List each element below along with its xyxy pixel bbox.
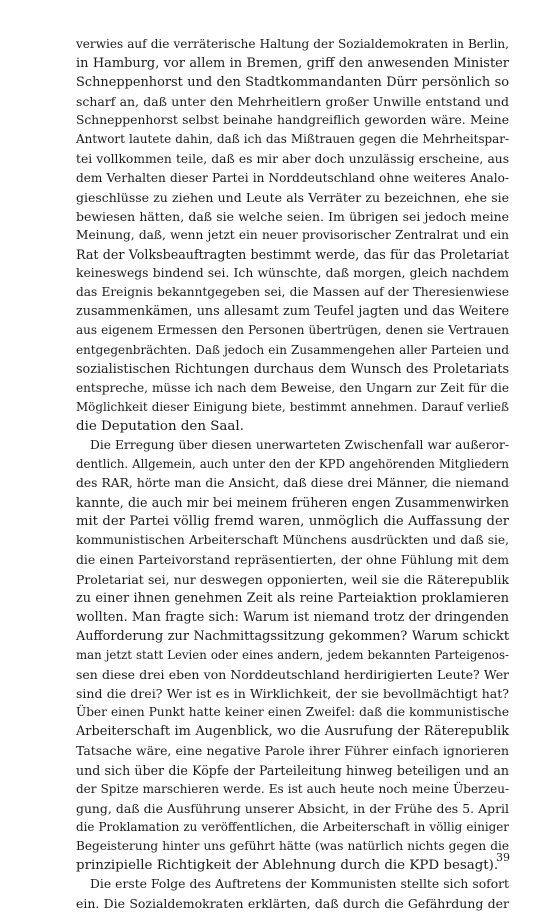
- text-line: der Spitze marschieren werde. Es ist auch heute noch meine Überzeu-: [76, 781, 509, 796]
- page-number: 39: [496, 851, 510, 864]
- text-line: gung, daß die Ausführung unserer Absicht, in der Frühe des 5. April: [76, 800, 509, 816]
- text-line: Begeisterung hinter uns geführt hätte (was natürlich nichts gegen die: [76, 838, 509, 853]
- text-line: des RAR, hörte man die Ansicht, daß diese drei Männer, die niemand: [76, 476, 509, 491]
- text-line: entspreche, müsse ich nach dem Beweise, den Ungarn zur Zeit für die: [76, 380, 509, 395]
- text-line: kannte, die auch mir bei meinem früheren engen Zusammenwirken: [76, 495, 509, 511]
- text-line: ein. Die Sozialdemokraten erklärten, daß durch die Gefährdung der: [76, 896, 509, 912]
- text-line: Die Erregung über diesen unerwarteten Zwischenfall war außeror-: [90, 437, 509, 452]
- text-line: man jetzt statt Levien oder eines andern, jedem bekannten Parteigenos-: [76, 648, 509, 662]
- text-line: Meinung, daß, wenn jetzt ein neuer provisorischer Zentralrat und ein: [76, 227, 509, 242]
- text-line: zusammenkämen, uns allesamt zum Teufel jagten und das Weitere: [76, 304, 509, 320]
- text-line: aus eigenem Ermessen den Personen übertrügen, denen sie Vertrauen: [76, 323, 509, 338]
- text-line: mit der Partei völlig fremd waren, unmöglich die Auffassung der: [76, 514, 509, 530]
- text-line: Proletariat sei, nur deswegen opponierten, weil sie die Räterepublik: [76, 571, 509, 587]
- text-line: Tatsache wäre, eine negative Parole ihrer Führer einfach ignorieren: [76, 743, 509, 759]
- text-line: Aufforderung zur Nachmittagssitzung gekommen? Warum schickt: [76, 628, 509, 644]
- text-line: und sich über die Köpfe der Parteileitung hinweg beteiligen und an: [76, 762, 509, 778]
- text-line: Antwort lautete dahin, daß ich das Mißtrauen gegen die Mehrheitspar-: [76, 132, 509, 147]
- text-line: prinzipielle Richtigkeit der Ablehnung durch die KPD besagt).: [76, 858, 499, 874]
- text-line: sen diese drei eben von Norddeutschland herdirigierten Leute? Wer: [76, 667, 509, 683]
- text-line: Die erste Folge des Auftretens der Kommunisten stellte sich sofort: [90, 877, 509, 892]
- text-line: Arbeiterschaft im Augenblick, wo die Ausrufung der Räterepublik: [76, 724, 509, 740]
- body-text: [76, 35, 509, 913]
- text-line: Über einen Punkt hatte keiner einen Zweifel: daß die kommunistische: [76, 705, 509, 720]
- text-line: zu einer ihnen genehmen Zeit als reine Parteiaktion proklamieren: [76, 590, 509, 606]
- paragraph: [76, 436, 509, 875]
- text-line: bewiesen hätten, daß sie welche seien. Im übrigen sei jedoch meine: [76, 208, 509, 224]
- text-line: wollten. Man fragte sich: Warum ist niemand trotz der dringenden: [76, 609, 509, 625]
- text-line: Schneppenhorst und den Stadtkommandanten Dürr persönlich so: [76, 75, 509, 91]
- text-line: entgegenbrächten. Daß jedoch ein Zusammengehen aller Parteien und: [76, 342, 509, 357]
- text-line: die Proklamation zu veröffentlichen, die Arbeiterschaft in völlig einiger: [76, 819, 509, 834]
- text-line: dem Verhalten dieser Partei in Norddeutschland ohne weiteres Analo-: [76, 170, 509, 185]
- paragraph: [76, 875, 509, 913]
- text-line: keineswegs bindend sei. Ich wünschte, daß morgen, gleich nachdem: [76, 266, 509, 281]
- text-line: kommunistischen Arbeiterschaft Münchens ausdrückten und daß sie,: [76, 533, 509, 548]
- text-line: sind die drei? Wer ist es in Wirklichkeit, der sie bevollmächtigt hat?: [76, 686, 509, 702]
- text-line: gieschlüsse zu ziehen und Leute als Verräter zu bezeichnen, ehe sie: [76, 189, 509, 205]
- text-line: Rat der Volksbeauftragten bestimmt werde, das für das Proletariat: [76, 247, 509, 263]
- text-line: scharf an, daß unter den Mehrheitlern großer Unwille entstand und: [76, 94, 509, 110]
- text-line: die Deputation den Saal.: [76, 418, 244, 434]
- text-line: sozialistischen Richtungen durchaus dem Wunsch des Proletariats: [76, 361, 509, 377]
- text-line: dentlich. Allgemein, auch unter den der KPD angehörenden Mitgliedern: [76, 457, 509, 472]
- text-line: Schneppenhorst selbst beinahe handgreiflich geworden wäre. Meine: [76, 113, 509, 128]
- text-line: Möglichkeit dieser Einigung biete, bestimmt annehmen. Darauf verließ: [76, 399, 509, 414]
- text-line: die einen Parteivorstand repräsentierten, der ohne Fühlung mit dem: [76, 552, 509, 567]
- text-line: das Ereignis bekanntgegeben sei, die Massen auf der Theresienwiese: [76, 285, 509, 300]
- text-line: in Hamburg, vor allem in Bremen, griff den anwesenden Minister: [76, 56, 509, 72]
- paragraph: [76, 35, 509, 436]
- text-line: verwies auf die verräterische Haltung der Sozialdemokraten in Berlin,: [76, 37, 509, 51]
- text-line: tei vollkommen teile, daß es mir aber doch unzulässig erscheine, aus: [76, 151, 509, 166]
